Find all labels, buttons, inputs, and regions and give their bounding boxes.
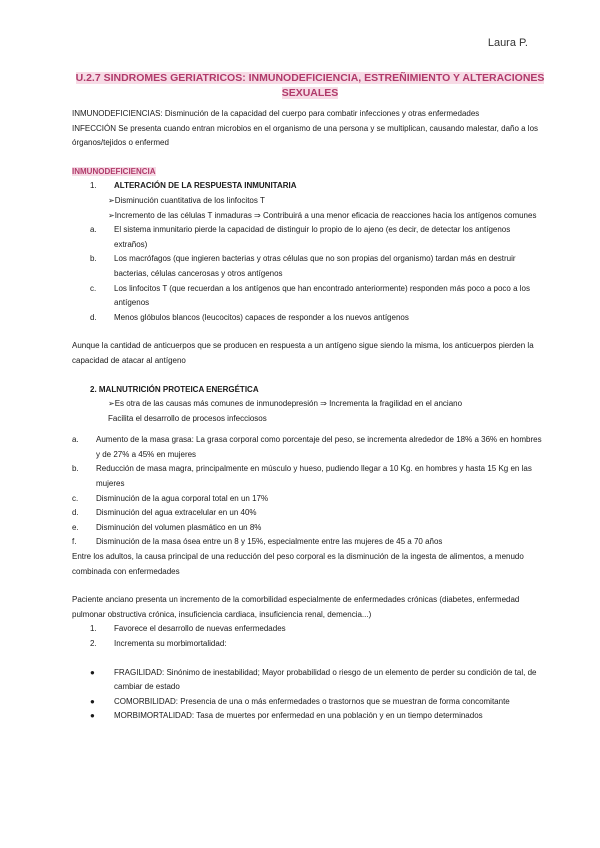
list-letter: e. [72,522,79,532]
list-item [72,252,542,281]
list-text: Disminución del agua extracelular en un 40% [96,508,257,518]
list-letter: b. [90,254,97,264]
list-text: Reducción de masa magra, principalmente en músculo y hueso, pudiendo llegar a 10 Kg. en hombres y hasta 15 Kg en las mujeres [96,464,532,489]
list-number: 1. [90,181,97,191]
bullet-icon: ● [90,667,95,677]
section-heading [72,165,542,180]
intro-infection: INFECCIÓN Se presenta cuando entran microbios en el organismo de una persona y se multiplican, causando malestar, daño a los órganos/tejidos o enfermed [72,123,539,148]
list-text: Disminución de la masa ósea entre un 8 y 15%, especialmente entre las mujeres de 45 a 70 años [96,537,443,547]
list-text: Aumento de la masa grasa: La grasa corporal como porcentaje del peso, se incrementa alrededor de 18% a 36% en hombres y de 27% a 45% en mujeres [96,435,542,459]
bullet-icon: ● [90,711,95,721]
bullet-item [72,695,542,710]
list-item [72,492,542,507]
list-text: Disminución de la agua corporal total en un 17% [96,493,269,503]
list-letter: b. [72,464,79,474]
list-item [72,622,542,637]
list-item [72,433,542,462]
list-text: Los linfocitos T (que recuerdan a los antígenos que han encontrado anteriormente) responden más poco a poco a los antígenos [114,283,530,308]
paragraph: Aunque la cantidad de anticuerpos que se producen en respuesta a un antígeno sigue siendo la misma, los anticuerpos pierden la capacidad de atacar al antígeno [72,341,534,365]
list-letter: c. [72,493,79,503]
list-letter: d. [72,508,79,518]
list-text: El sistema inmunitario pierde la capacidad de distinguir lo propio de lo ajeno (es decir, de detectar los antígenos extraños) [114,225,511,249]
arrow-item-continued: Facilita el desarrollo de procesos infecciosos [108,413,267,423]
document-body [72,107,542,724]
list-text: Favorece el desarrollo de nuevas enfermedades [114,624,286,634]
list-item [72,462,542,491]
list-item [72,311,542,326]
bullet-item [72,709,542,724]
arrow-item: ➢Incremento de las células T inmaduras ⇒ Contribuirá a una menor eficacia de reacciones hacia los antígenos comunes [108,210,537,220]
list-letter: d. [90,312,97,322]
list-text: Los macrófagos (que ingieren bacterias y otras células que no son propias del organismo) tardan más en destruir bacterias, células cancerosas y otros antígenos [114,254,516,278]
intro-definition: INMUNODEFICIENCIAS: Disminución de la capacidad del cuerpo para combatir infecciones y otras enfermedades [72,109,480,118]
bullet-text: FRAGILIDAD: Sinónimo de inestabilidad; Mayor probabilidad o riesgo de un elemento de perder su condición de tal, de cambiar de estado [114,667,537,692]
list-text: Disminución del volumen plasmático en un 8% [96,522,262,532]
list-item [72,637,542,652]
list-text: Incrementa su morbimortalidad: [114,639,227,648]
paragraph: Paciente anciano presenta un incremento de la comorbilidad especialmente de enfermedades crónicas (diabetes, enfermedad pulmonar obstructiva crónica, insuficiencia cardiaca, insuficiencia renal, demencia...) [72,595,520,619]
list-letter: f. [72,537,77,547]
bullet-item [72,666,542,695]
list-item [72,282,542,311]
bullet-text: COMORBILIDAD: Presencia de una o más enfermedades o trastornos que se muestran de forma concomitante [114,696,510,706]
list-letter: a. [90,225,97,235]
list-item [72,179,542,194]
paragraph: Entre los adultos, la causa principal de una reducción del peso corporal es la disminución de la ingesta de alimentos, a menudo combinada con enfermedades [72,552,524,576]
list-item [72,535,542,550]
subsection-title: ALTERACIÓN DE LA RESPUESTA INMUNITARIA [114,181,297,191]
list-item [72,506,542,521]
list-item [72,223,542,252]
page-title [72,71,548,101]
subsection-title: 2. MALNUTRICIÓN PROTEICA ENERGÉTICA [90,384,259,394]
list-number: 1. [90,624,97,634]
list-letter: a. [72,435,79,445]
list-item [72,521,542,536]
bullet-text: MORBIMORTALIDAD: Tasa de muertes por enfermedad en una población y en un tiempo determinados [114,711,483,721]
list-number: 2. [90,639,97,648]
list-text: Menos glóbulos blancos (leucocitos) capaces de responder a los nuevos antígenos [114,312,409,322]
title-text: U.2.7 SINDROMES GERIATRICOS: INMUNODEFICIENCIA, ESTREÑIMIENTO Y ALTERACIONES SEXUALES [75,72,545,99]
arrow-item: ➢Es otra de las causas más comunes de inmunodepresión ⇒ Incrementa la fragilidad en el anciano [108,399,463,409]
bullet-icon: ● [90,696,95,706]
arrow-item: ➢Disminución cuantitativa de los linfocitos T [108,195,265,205]
author-name: Laura P. [487,37,528,49]
list-letter: c. [90,283,97,293]
section-heading-text: INMUNODEFICIENCIA [72,166,156,176]
